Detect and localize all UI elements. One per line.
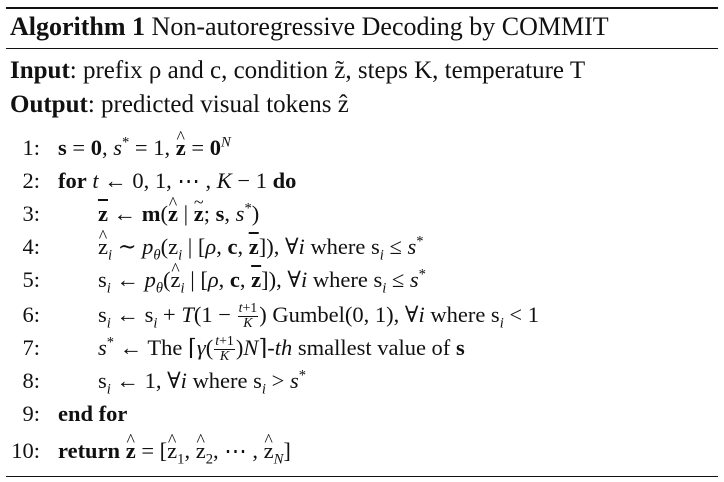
algo-line-2 (0, 164, 720, 197)
line-number: 7: (22, 335, 40, 360)
line-number: 9: (22, 401, 40, 426)
line-number: 3: (22, 201, 40, 226)
line-number: 10: (11, 438, 40, 463)
algorithm-name: Non-autoregressive Decoding by COMMIT (151, 12, 609, 41)
algo-line-3 (0, 197, 720, 230)
line-code: end for (58, 401, 128, 426)
line-number: 6: (22, 302, 40, 327)
line-code: for t ← 0, 1, ⋯ , K − 1 do (58, 168, 297, 193)
line-code: $s_i$ ← 1, ∀i where $s_i > s^*$ (98, 367, 307, 398)
line-code: return z ^ = [z $\^{}_1$, z $\^{}_2$, ⋯ , z $\^{}_N$] (58, 434, 291, 467)
algo-line-10 (0, 434, 720, 467)
algo-line-8 (0, 364, 720, 397)
output-line (10, 88, 349, 122)
bottom-rule (6, 476, 718, 477)
line-code: $s_i$ ← $s_i + T(1$ − $\frac{t+1}{K}$ ) Gumbel(0, 1), ∀i where $s_i < 1$ (98, 300, 539, 332)
algo-line-9 (0, 397, 720, 430)
line-code: $s_i$ ← $p_\theta(z$ $\^{}_i$ | [ρ, c, $\overline{z}$]), ∀i where $s_i \le s^*$ (98, 263, 426, 296)
algo-line-4 (0, 230, 720, 263)
line-code: z $\^{}_i$ ∼ $p_\theta(z_i$ | [ρ, c, $\overline{z}$]), ∀i where $s_i \le s^*$ (98, 230, 424, 263)
line-number: 2: (22, 168, 40, 193)
line-number: 8: (22, 368, 40, 393)
input-line (10, 54, 585, 88)
input-text: : prefix ρ and c, condition z̃, steps K, temperature T (69, 57, 586, 84)
algo-line-5 (0, 263, 720, 296)
line-code: $\overline{z}$ ← m(z ^ | z ~; s, s*) (98, 197, 259, 230)
line-number: 1: (22, 135, 40, 160)
output-label: Output (10, 91, 88, 118)
algo-line-7 (0, 331, 720, 364)
algo-line-6 (0, 298, 720, 331)
line-number: 5: (22, 267, 40, 292)
line-code: s = 0, s* = 1, z ^ = $0^N$ (58, 131, 231, 164)
line-code: s* ← The ⌈γ( $\frac{t+1}{K}$ )N⌉-th smallest value of s (98, 333, 465, 365)
line-number: 4: (22, 234, 40, 259)
algorithm-label: Algorithm 1 (10, 12, 146, 41)
output-text: : predicted visual tokens ẑ (87, 91, 349, 118)
algo-line-1 (0, 131, 720, 164)
title-rule (6, 48, 718, 49)
algorithm-title (10, 9, 609, 45)
input-label: Input (10, 57, 70, 84)
